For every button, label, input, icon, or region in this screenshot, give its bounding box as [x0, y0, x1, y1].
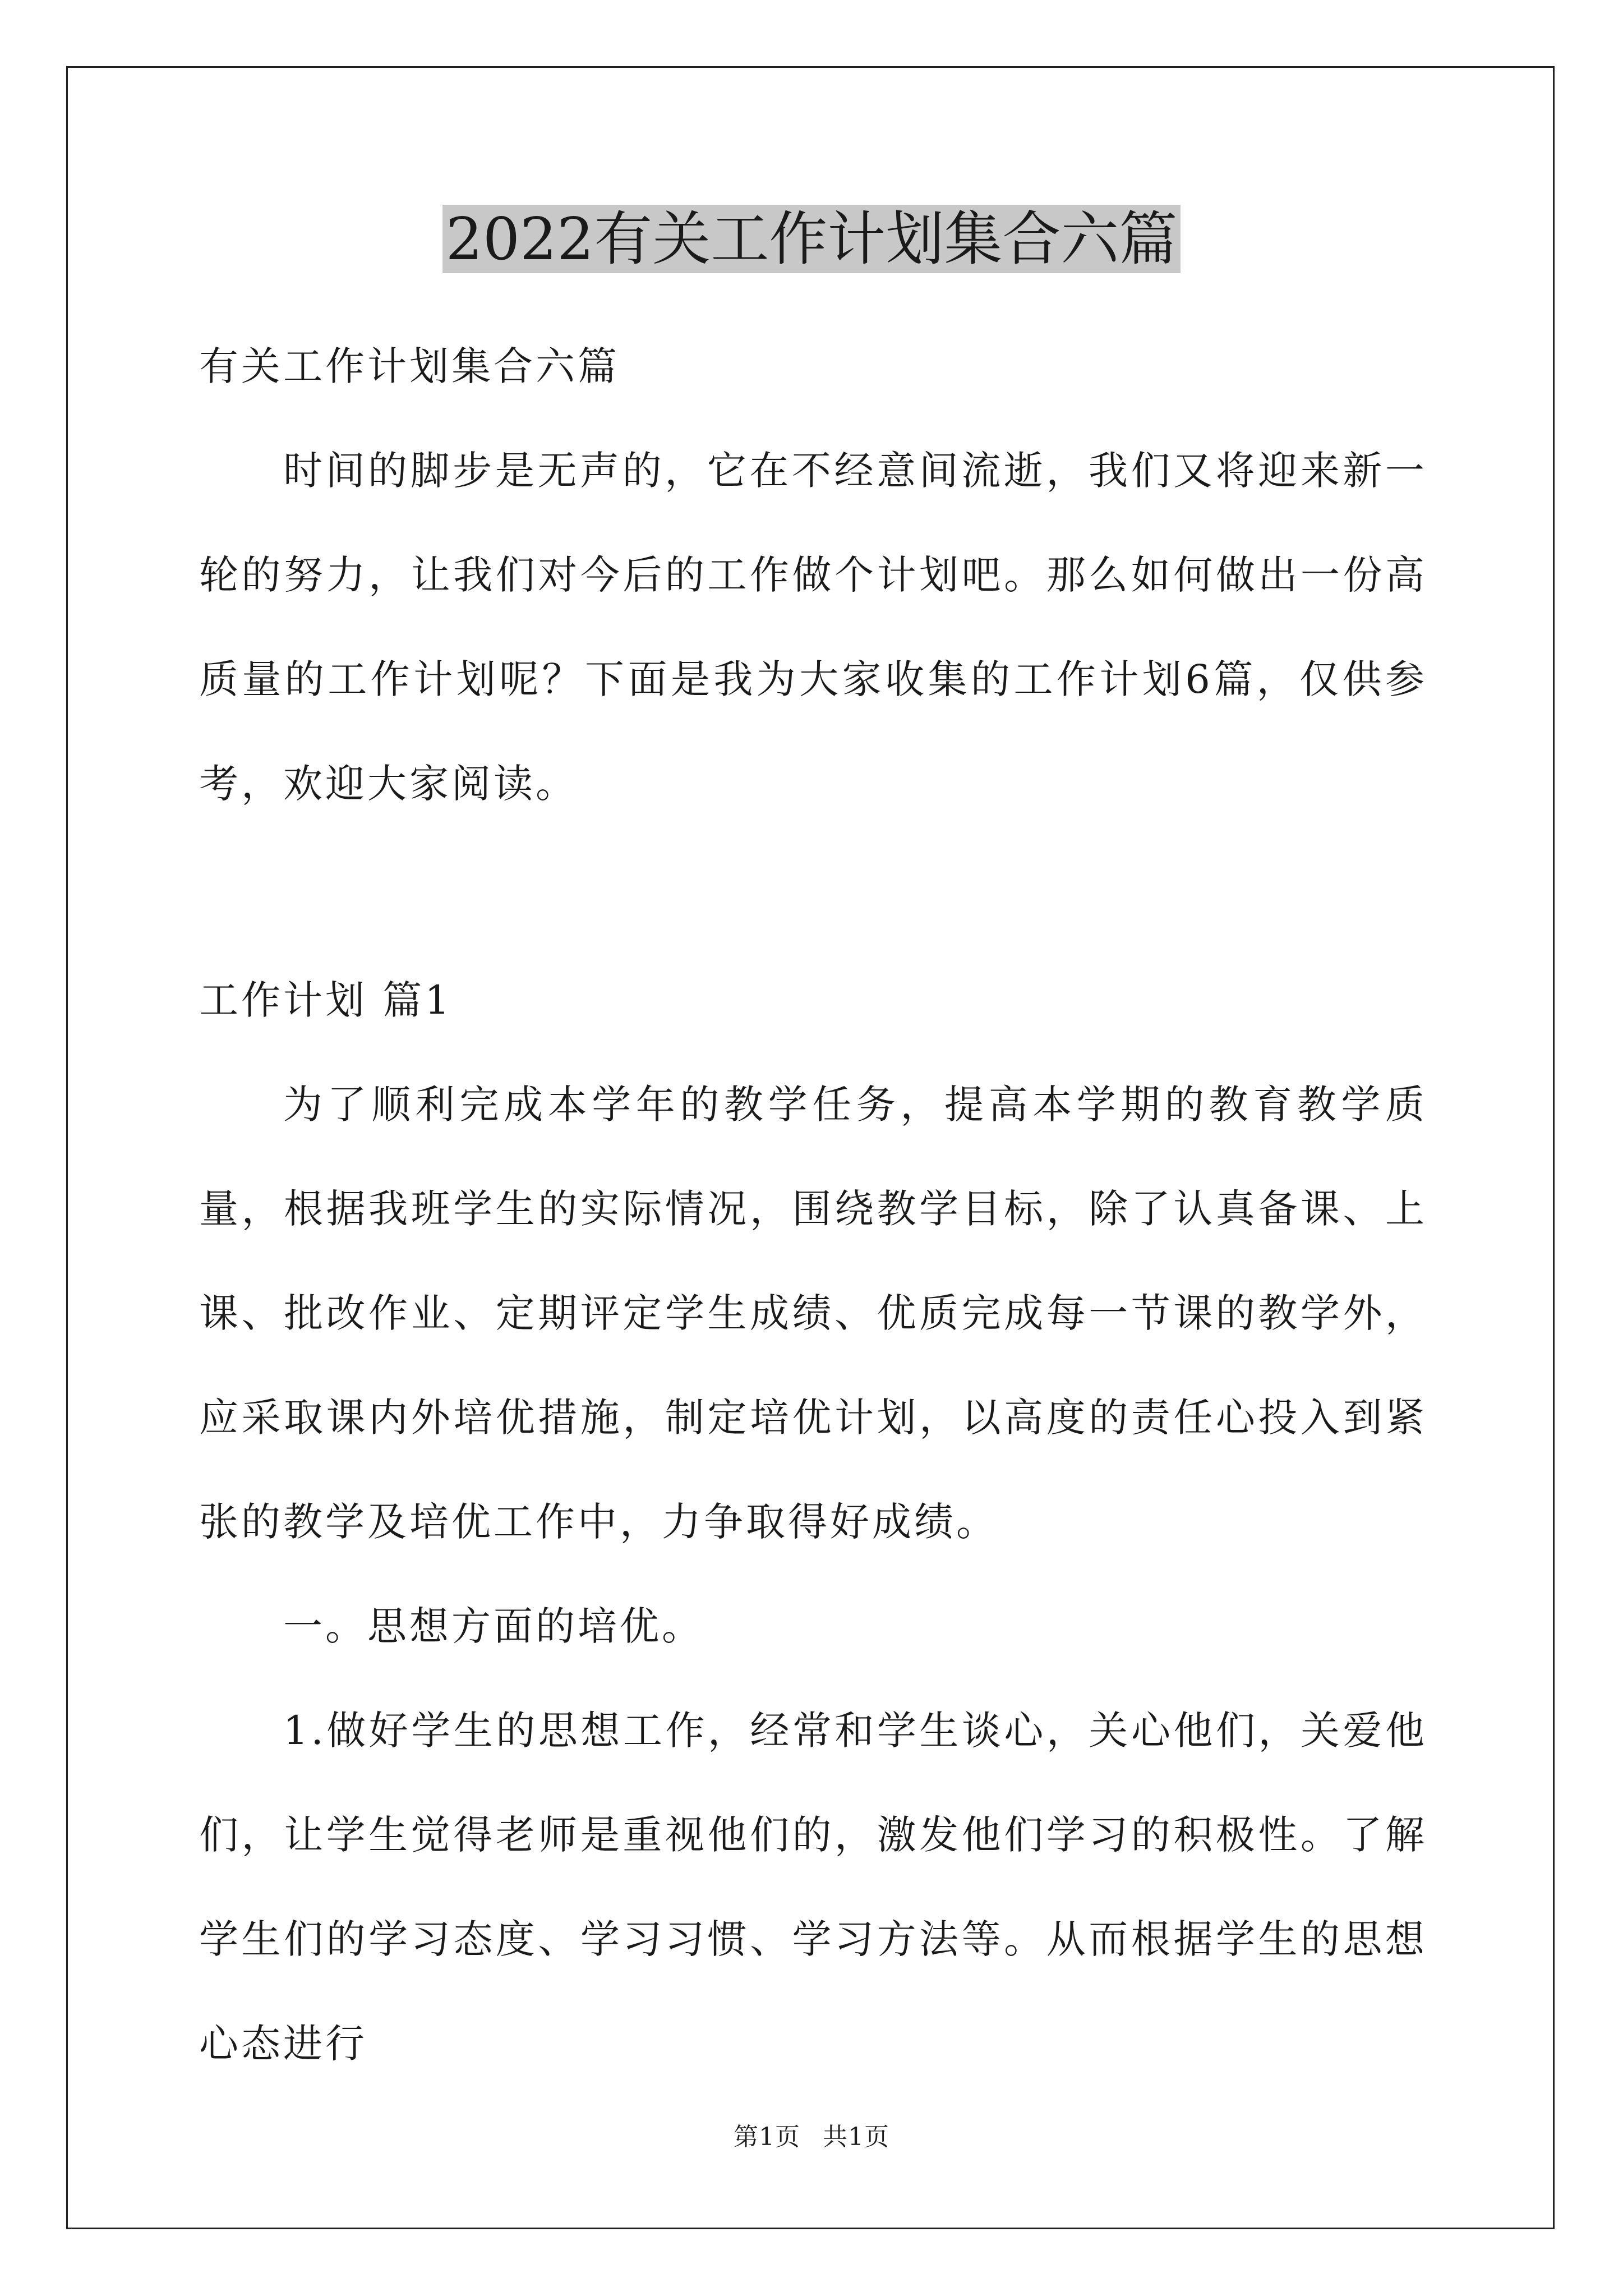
document-title: [0, 200, 1623, 278]
intro-paragraph: 时间的脚步是无声的，它在不经意间流逝，我们又将迎来新一轮的努力，让我们对今后的工作做个计划吧。那么如何做出一份高质量的工作计划呢？下面是我为大家收集的工作计划6篇，仅供参考，欢迎大家阅读。: [199, 448, 1427, 807]
list-item-1: 1.做好学生的思想工作，经常和学生谈心，关心他们，关爱他们，让学生觉得老师是重视他们的，激发他们学习的积极性。了解学生们的学习态度、学习习惯、学习方法等。从而根据学生的思想心态进行: [199, 1708, 1427, 2067]
page-total: 共1页: [823, 2123, 889, 2151]
document-subtitle: 有关工作计划集合六篇: [199, 343, 620, 389]
document-title-text: 2022有关工作计划集合六篇: [442, 205, 1181, 273]
section-heading: 工作计划 篇1: [199, 977, 453, 1023]
subheading-thought: 一。思想方面的培优。: [283, 1603, 704, 1649]
page-footer: [0, 2120, 1623, 2154]
section-paragraph: 为了顺利完成本学年的教学任务，提高本学期的教育教学质量，根据我班学生的实际情况，围绕教学目标，除了认真备课、上课、批改作业、定期评定学生成绩、优质完成每一节课的教学外，应采取课内外培优措施，制定培优计划，以高度的责任心投入到紧张的教学及培优工作中，力争取得好成绩。: [199, 1082, 1427, 1545]
document-body: [199, 314, 1427, 2096]
page-number: 第1页: [734, 2123, 800, 2151]
